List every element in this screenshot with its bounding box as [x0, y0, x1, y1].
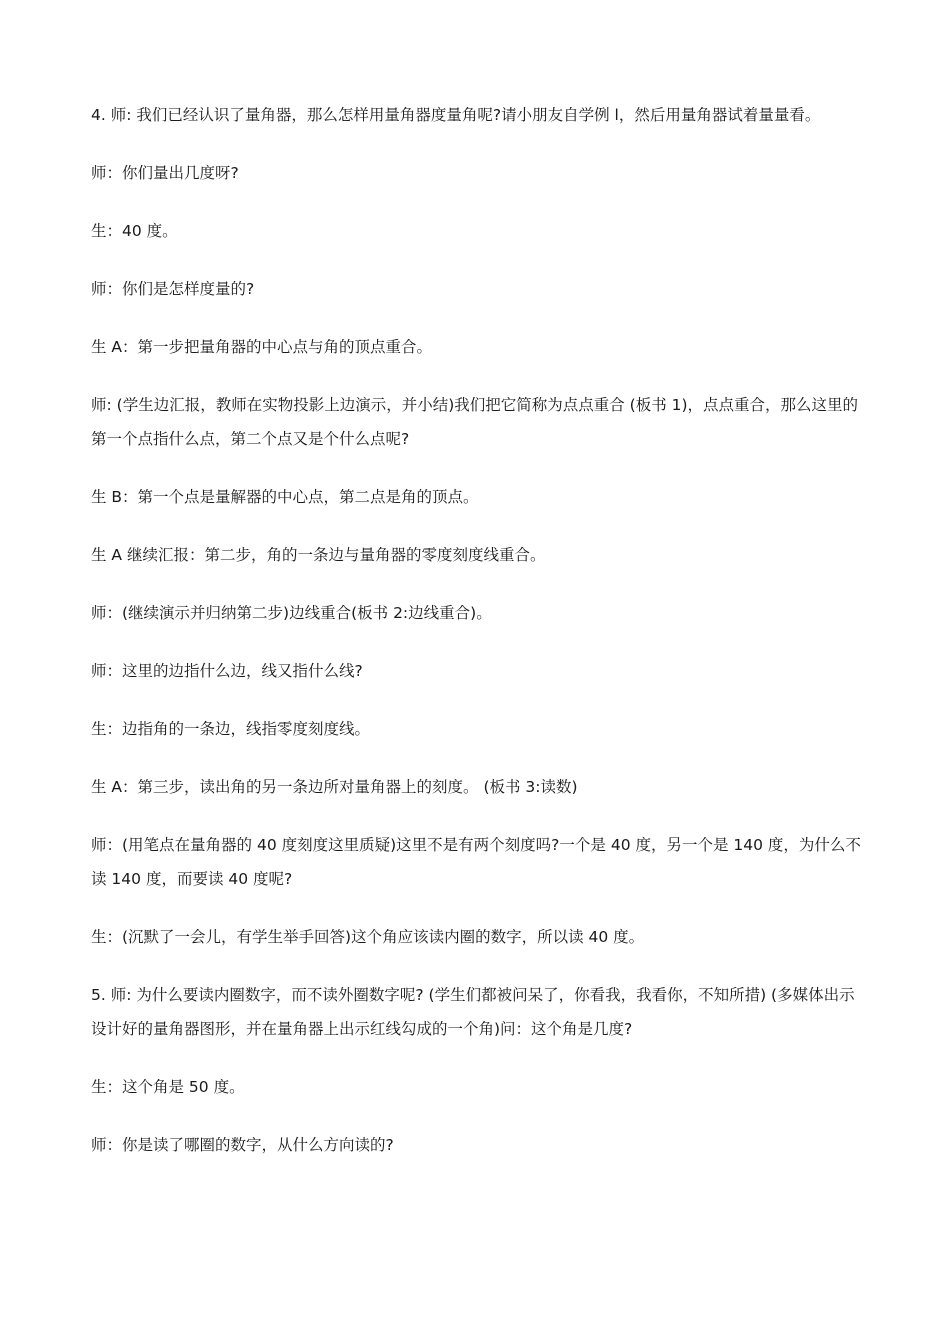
- paragraph-4: 师：你们是怎样度量的?: [91, 280, 255, 298]
- paragraph-16: 生：这个角是 50 度。: [91, 1078, 245, 1096]
- paragraph-2: 师：你们量出几度呀?: [91, 164, 239, 182]
- paragraph-13: 师：(用笔点在量角器的 40 度刻度这里质疑)这里不是有两个刻度吗?一个是 40 度，另一个是 140 度，为什么不读 140 度，而要读 40 度呢?: [91, 836, 861, 888]
- paragraph-5: 生 A：第一步把量角器的中心点与角的顶点重合。: [91, 338, 433, 356]
- paragraph-14: 生：(沉默了一会儿，有学生举手回答)这个角应该读内圈的数字，所以读 40 度。: [91, 928, 645, 946]
- paragraph-11: 生：边指角的一条边，线指零度刻度线。: [91, 720, 371, 738]
- paragraph-3: 生：40 度。: [91, 222, 178, 240]
- paragraph-10: 师：这里的边指什么边，线又指什么线?: [91, 662, 363, 680]
- paragraph-8: 生 A 继续汇报：第二步，角的一条边与量角器的零度刻度线重合。: [91, 546, 546, 564]
- paragraph-7: 生 B：第一个点是量解器的中心点，第二点是角的顶点。: [91, 488, 479, 506]
- document-body: [91, 98, 866, 1186]
- paragraph-15: 5. 师: 为什么要读内圈数字，而不读外圈数字呢? (学生们都被问呆了，你看我，我看你，不知所措) (多媒体出示设计好的量角器图形，并在量角器上出示红线勾成的一个角)问：这个角是几度?: [91, 986, 855, 1038]
- paragraph-17: 师：你是读了哪圈的数字，从什么方向读的?: [91, 1136, 394, 1154]
- paragraph-6: 师: (学生边汇报，教师在实物投影上边演示，并小结)我们把它简称为点点重合 (板书 1)，点点重合，那么这里的第一个点指什么点，第二个点又是个什么点呢?: [91, 396, 859, 448]
- paragraph-1: 4. 师: 我们已经认识了量角器，那么怎样用量角器度量角呢?请小朋友自学例 l，然后用量角器试着量量看。: [91, 106, 821, 124]
- paragraph-12: 生 A：第三步，读出角的另一条边所对量角器上的刻度。 (板书 3:读数): [91, 778, 578, 796]
- paragraph-9: 师：(继续演示并归纳第二步)边线重合(板书 2:边线重合)。: [91, 604, 492, 622]
